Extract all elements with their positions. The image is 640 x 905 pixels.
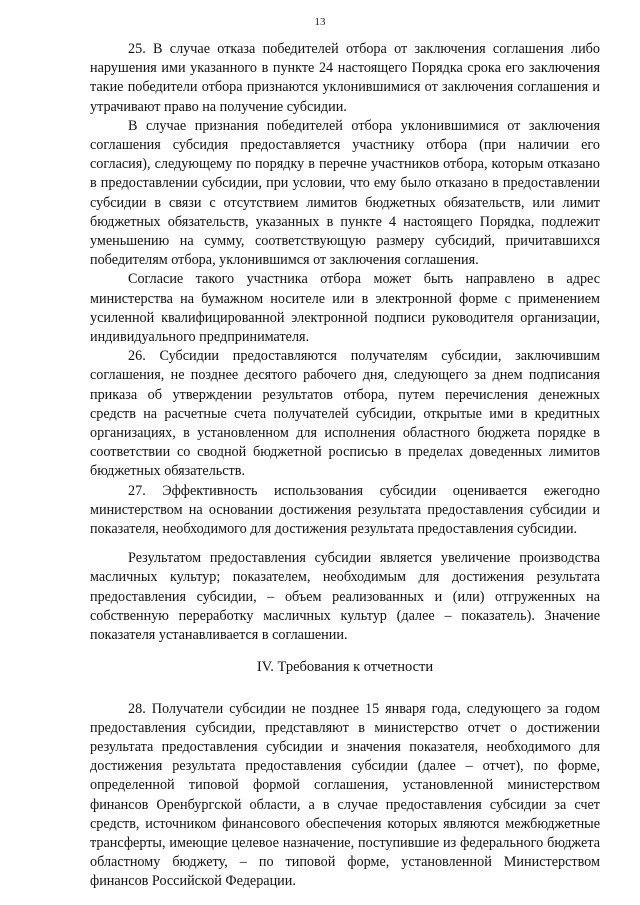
paragraph-25-consent: Согласие такого участника отбора может быть направлено в адрес министерства на бумажном носителе или в электронной форме с применением усиленной квалифицированной электронной подписи руководителя организации, индивидуального предпринимателя. (90, 271, 600, 346)
paragraph-27-result: Результатом предоставления субсидии является увеличение производства масличных культур; показателем, необходимым для достижения результата предоставления субсидии, – объем реализованных и (или) отгруженных на собственную переработку масличных культур (далее – показатель). Значение показателя устанавливается в соглашении. (90, 550, 600, 644)
paragraph-25-recognition: В случае признания победителей отбора уклонившимися от заключения соглашения субсидия предоставляется участнику отбора (при наличии его согласия), следующему по порядку в перечне участников отбора, которым отказано в предоставлении субсидии, при условии, что ему было отказано в предоставлении субсидии в связи с отсутствием лимитов бюджетных обязательств, или лимит бюджетных обязательств, указанных в пункте 4 настоящего Порядка, подлежит уменьшению на сумму, соответствующую размеру субсидий, причитавшихся победителям отбора, уклонившимся от заключения соглашения. (90, 117, 600, 269)
paragraph-27: 27. Эффективность использования субсидии оценивается ежегодно министерством на основании достижения результата предоставления субсидии и показателя, необходимого для достижения результата предоставления субсидии. (90, 482, 600, 538)
paragraph-26: 26. Субсидии предоставляются получателям субсидии, заключившим соглашения, не позднее десятого рабочего дня, следующего за днем подписания приказа об утверждении результатов отбора, путем перечисления денежных средств на расчетные счета получателей субсидии, открытые ими в кредитных организациях, в установленном для исполнения областного бюджета порядке в соответствии со сводной бюджетной росписью в пределах доведенных лимитов бюджетных обязательств. (90, 348, 600, 480)
paragraph-28: 28. Получатели субсидии не позднее 15 января года, следующего за годом предоставления субсидии, представляют в министерство отчет о достижении результата предоставления субсидии и значения показателя, необходимого для достижения результата предоставления субсидии (далее – отчет), по форме, определенной типовой формой соглашения, установленной министерством финансов Оренбургской области, а в случае предоставления субсидии за счет средств, источником финансового обеспечения которых являются межбюджетные трансферты, имеющие целевое назначение, поступившие из федерального бюджета областному бюджету, – по типовой форме, установленной Министерством финансов Российской Федерации. (90, 700, 600, 890)
document-body (90, 40, 600, 892)
paragraph-25: 25. В случае отказа победителей отбора от заключения соглашения либо нарушения ими указанного в пункте 24 настоящего Порядка срока его заключения такие победители отбора признаются уклонившимися от заключения соглашения и утрачивают право на получение субсидии. (90, 41, 600, 115)
page-number: 13 (314, 16, 326, 28)
section-heading: IV. Требования к отчетности (256, 659, 434, 676)
